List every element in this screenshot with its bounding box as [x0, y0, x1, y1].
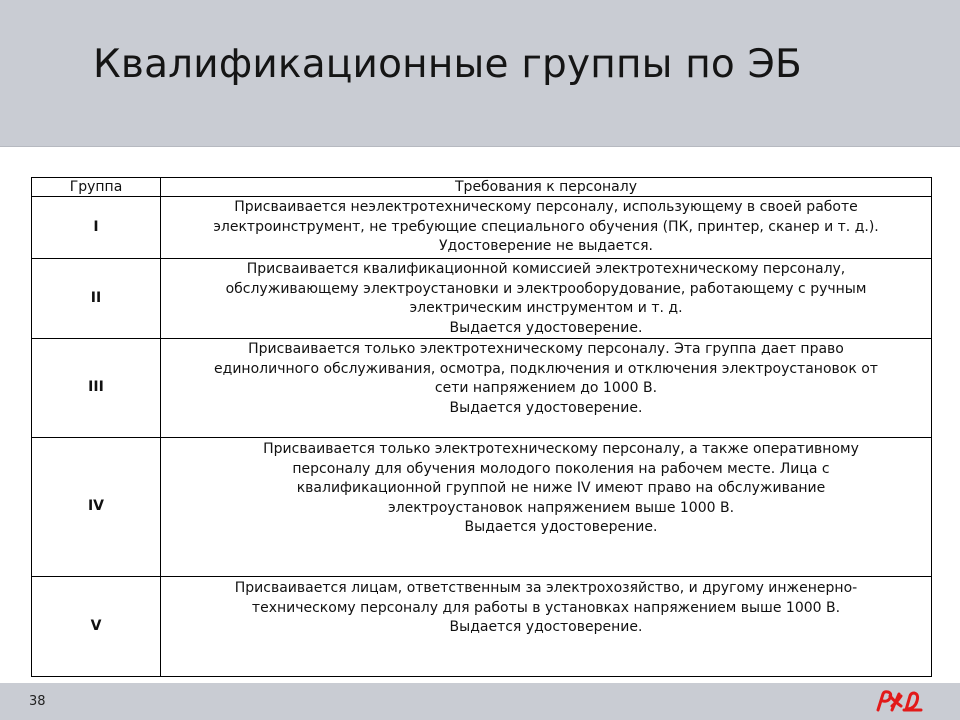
requirements-line: электрическим инструментом и т. д. — [409, 300, 683, 316]
group-cell: IV — [32, 438, 161, 577]
requirements-line: Выдается удостоверение. — [449, 619, 643, 635]
rzd-logo-icon — [874, 688, 924, 714]
slide-footer — [0, 683, 960, 720]
requirements-line: электроустановок напряжением выше 1000 В. — [387, 499, 735, 516]
qualification-table — [31, 177, 932, 677]
slide-header — [0, 0, 960, 147]
requirements-line: Присваивается квалификационной комиссией электротехническому персоналу, — [246, 261, 846, 277]
table-row — [32, 197, 932, 259]
requirements-line: сети напряжением до 1000 В. — [434, 380, 658, 396]
requirements-line: квалификационной группой не ниже IV имеют право на обслуживание — [296, 480, 826, 496]
requirements-line: Присваивается только электротехническому персоналу. Эта группа дает право — [248, 341, 844, 357]
header-group: Группа — [32, 178, 161, 197]
requirements-line: персоналу для обучения молодого поколения на рабочем месте. Лица с — [292, 460, 830, 477]
requirements-line: Присваивается только электротехническому персоналу, а также оперативному — [263, 441, 859, 457]
group-cell: II — [32, 259, 161, 339]
group-cell: V — [32, 577, 161, 677]
requirements-line: Присваивается неэлектротехническому персоналу, использующему в своей работе — [234, 199, 858, 215]
slide-title: Квалификационные группы по ЭБ — [93, 42, 802, 87]
requirements-line: Выдается удостоверение. — [464, 519, 658, 535]
requirements-cell — [161, 577, 932, 677]
requirements-cell — [161, 339, 932, 438]
requirements-line: Выдается удостоверение. — [449, 399, 643, 416]
page-number: 38 — [29, 694, 46, 709]
requirements-line: обслуживающему электроустановки и электрооборудование, работающему с ручным — [225, 280, 867, 297]
group-cell: I — [32, 197, 161, 259]
group-cell: III — [32, 339, 161, 438]
table-row — [32, 577, 932, 677]
requirements-line: электроинструмент, не требующие специального обучения (ПК, принтер, сканер и т. д.). — [213, 218, 879, 235]
table-header-row — [32, 178, 932, 197]
requirements-line: Присваивается лицам, ответственным за электрохозяйство, и другому инженерно- — [234, 580, 858, 596]
requirements-line: Выдается удостоверение. — [449, 319, 643, 336]
table-row — [32, 259, 932, 339]
requirements-line: Удостоверение не выдается. — [439, 238, 653, 254]
requirements-line: техническому персоналу для работы в установках напряжением выше 1000 В. — [251, 599, 841, 616]
requirements-line: единоличного обслуживания, осмотра, подключения и отключения электроустановок от — [214, 360, 878, 377]
requirements-cell — [161, 438, 932, 577]
table-row — [32, 339, 932, 438]
requirements-cell — [161, 259, 932, 339]
header-requirements: Требования к персоналу — [161, 178, 932, 197]
requirements-cell — [161, 197, 932, 259]
table-row — [32, 438, 932, 577]
